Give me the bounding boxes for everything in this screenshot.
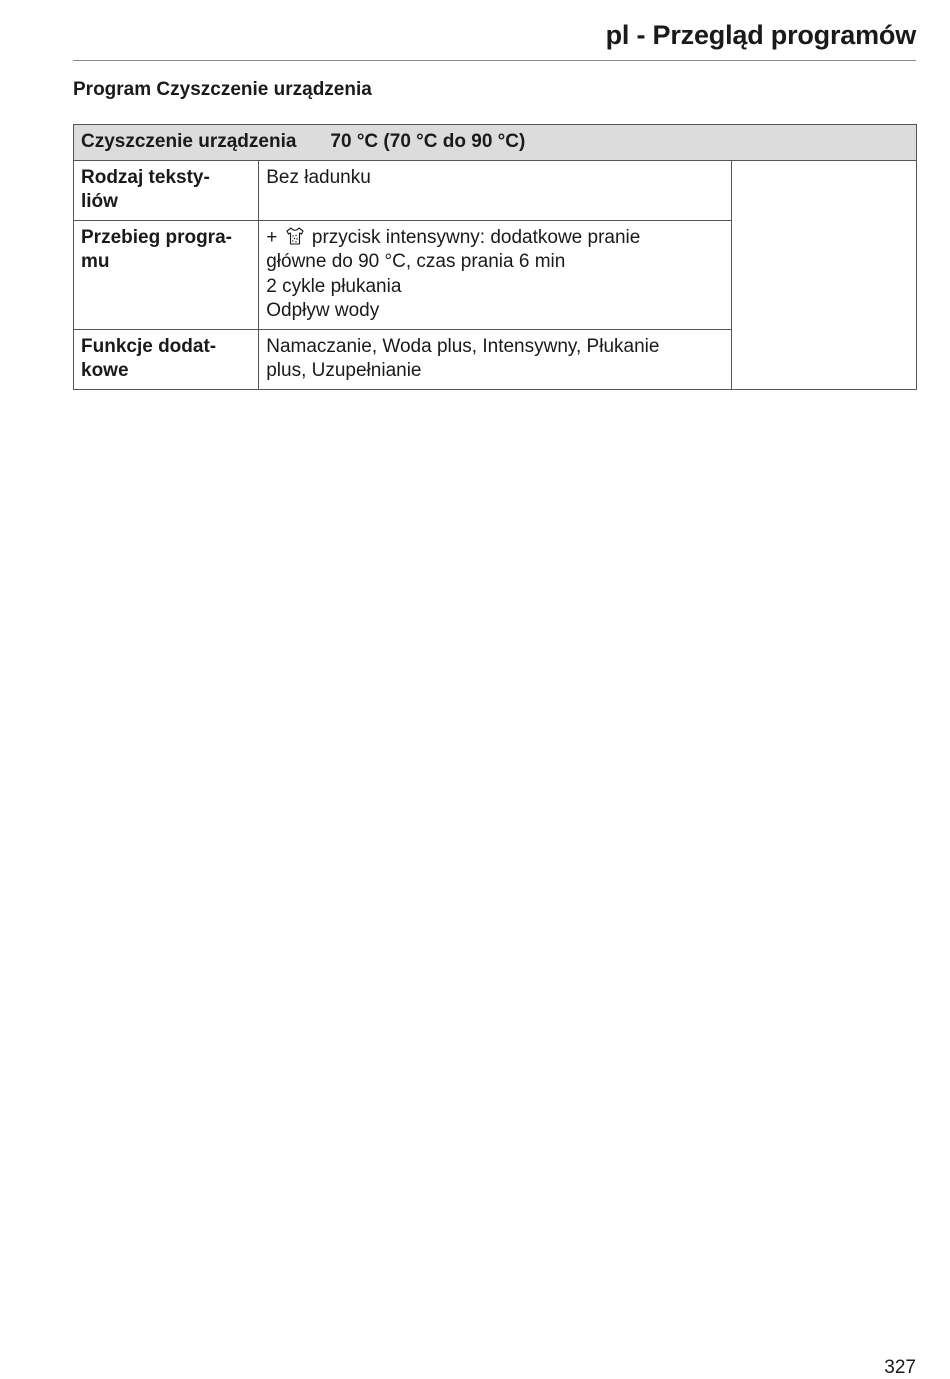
value-line: główne do 90 °C, czas prania 6 min	[266, 251, 566, 272]
page-number: 327	[884, 1357, 916, 1378]
row-label-extra-functions	[74, 329, 259, 389]
empty-side-cell	[731, 160, 916, 389]
value-line: Namaczanie, Woda plus, Intensywny, Płukanie	[266, 335, 660, 357]
program-table	[73, 124, 917, 390]
row-label-line: Przebieg progra-	[81, 226, 232, 248]
value-line: plus, Uzupełnianie	[266, 360, 422, 381]
row-value-extra-functions	[259, 329, 732, 389]
row-label-line: kowe	[81, 360, 129, 381]
value-line: Odpływ wody	[266, 300, 380, 321]
row-label-program-course	[74, 220, 259, 329]
page-header	[73, 18, 916, 61]
row-label-line: Funkcje dodat-	[81, 335, 217, 357]
program-temperature: 70 °C (70 °C do 90 °C)	[330, 131, 526, 152]
value-line	[266, 226, 724, 251]
section-title: Program Czyszczenie urządzenia	[73, 79, 372, 100]
row-label-line: liów	[81, 191, 118, 212]
row-value-program-course	[259, 220, 732, 329]
page-title: pl - Przegląd programów	[605, 20, 916, 50]
plus-sign: +	[266, 226, 278, 248]
row-label-line: Rodzaj teksty-	[81, 166, 210, 188]
table-row	[74, 160, 917, 220]
row-label-textiles	[74, 160, 259, 220]
table-header-cell	[74, 125, 917, 161]
row-value-textiles: Bez ładunku	[259, 160, 732, 220]
table-header-row	[74, 125, 917, 161]
row-label-line: mu	[81, 251, 110, 272]
program-name: Czyszczenie urządzenia	[81, 131, 297, 152]
shirt-intensive-icon	[285, 226, 305, 246]
value-line: 2 cykle płukania	[266, 275, 402, 297]
value-text: przycisk intensywny: dodatkowe pranie	[311, 226, 641, 248]
